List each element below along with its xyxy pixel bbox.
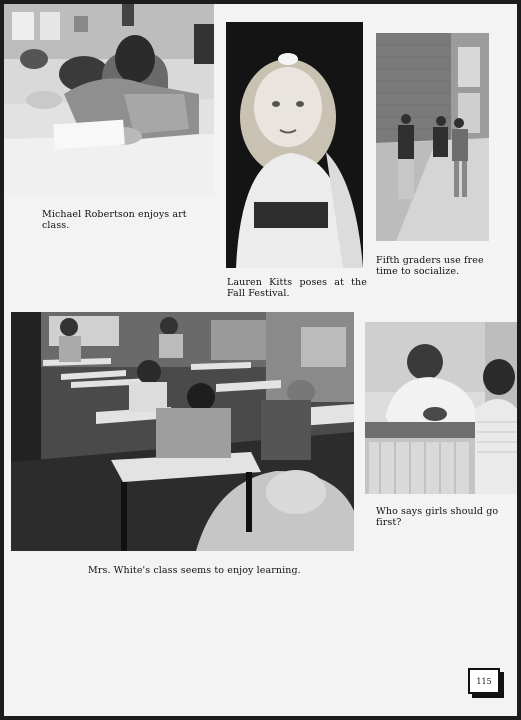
white-class-caption: Mrs. White's class seems to enjoy learning. xyxy=(88,565,301,576)
white-class-photo xyxy=(11,312,354,551)
fall-festival-photo xyxy=(226,22,363,268)
free-time-photo xyxy=(376,33,489,241)
art-class-photo xyxy=(4,4,214,197)
free-time-caption: Fifth graders use free time to socialize. xyxy=(376,255,484,277)
art-class-caption: Michael Robertson enjoys art class. xyxy=(42,209,187,231)
fall-festival-caption: Lauren Kitts poses at the Fall Festival. xyxy=(227,277,367,299)
page-number xyxy=(468,668,500,694)
girls-first-caption: Who says girls should go first? xyxy=(376,506,499,528)
yearbook-page xyxy=(4,4,517,716)
page-number-label: 115 xyxy=(476,676,492,686)
girls-first-photo xyxy=(365,322,517,494)
